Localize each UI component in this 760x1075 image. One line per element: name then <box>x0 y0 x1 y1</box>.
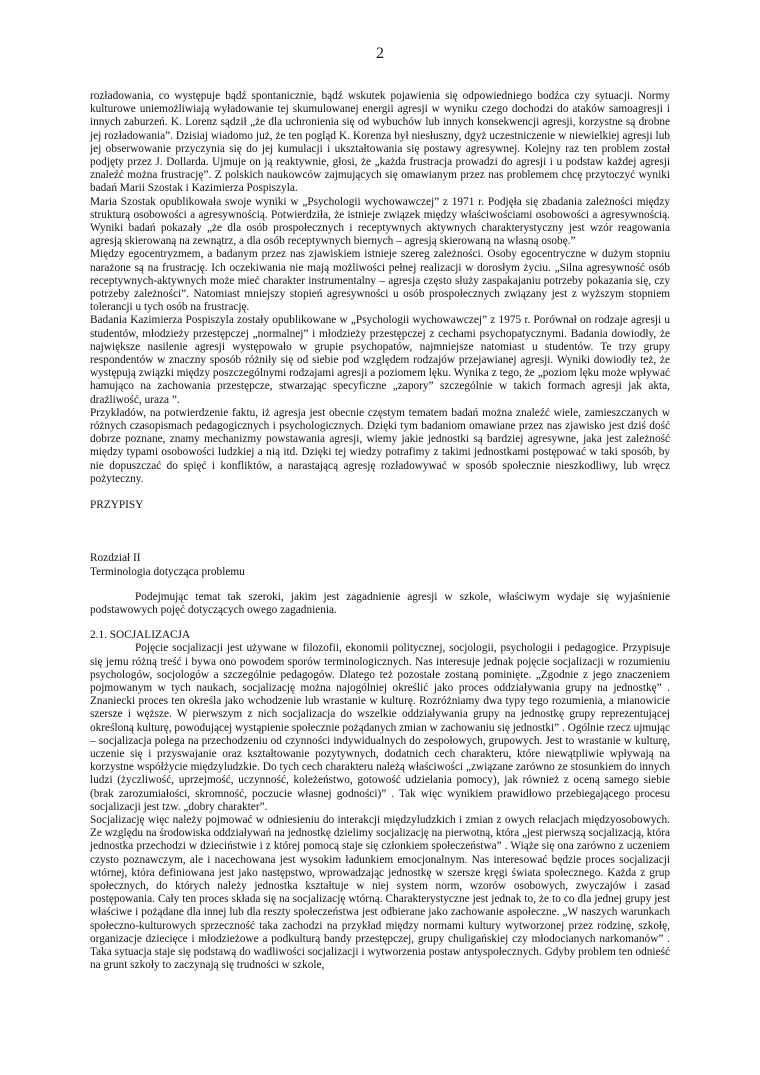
body-paragraph: Między egocentryzmem, a badanym przez nas zjawiskiem istnieje szereg zależności. Osoby egocentryczne w dużym stopniu narażone są na frustrację. Ich oczekiwania nie mają możliwości pełnej realizacji w dorosłym życiu. „Silna agresywność osób receptywnych-aktywnych może mieć charakter instrumentalny – agresja często służy zaspakajaniu potrzeby pokazania się, czy potrzeby zależności”. Natomiast mniejszy stopień agresywności u osób prospołecznych związany jest z wyższym stopniem tolerancji u tych osób na frustrację. <box>90 248 670 314</box>
document-body <box>90 90 670 972</box>
body-paragraph: Podejmując temat tak szeroki, jakim jest zagadnienie agresji w szkole, właściwym wydaje się wyjaśnienie podstawowych pojęć dotyczących owego zagadnienia. <box>90 590 670 616</box>
section-heading: 2.1. SOCJALIZACJA <box>90 629 191 642</box>
footnotes-heading: PRZYPISY <box>90 499 144 512</box>
body-paragraph: rozładowania, co występuje bądź spontanicznie, bądź wskutek pojawienia się odpowiedniego bodźca czy sytuacji. Normy kulturowe uniemożliwiają wyładowanie tej skumulowanej energii agresji w wyniku czego dochodzi do ataków samoagresji i innych zaburzeń. K. Lorenz sądził „że dla uchronienia się od wybuchów lub innych konsekwencji agresji, korzystne są drobne jej rozładowania”. Dzisiaj wiadomo już, że ten pogląd K. Korenza był niesłuszny, dgyż uczestniczenie w niewielkiej agresji lub jej obserwowanie przyczynia się do jej kumulacji i ukształtowania się postawy agresywnej. Kolejny raz ten problem został podjęty przez J. Dollarda. Ujmuje on ją reaktywnie, głosi, że „każda frustracja prowadzi do agresji i u podstaw każdej agresji znaleźć można frustrację”. Z polskich naukowców zajmujących się omawianym przez nas problemem chcę przytoczyć wyniki badań Marii Szostak i Kazimierza Pospiszyla. <box>90 90 670 195</box>
chapter-title: Terminologia dotycząca problemu <box>90 565 245 578</box>
page-number: 2 <box>376 45 384 62</box>
body-paragraph: Przykładów, na potwierdzenie faktu, iż agresja jest obecnie częstym tematem badań można znaleźć wiele, zamieszczanych w różnych czasopismach pedagogicznych i psychologicznych. Dzięki tym badaniom omawiane przez nas zjawisko jest dziś dość dobrze poznane, znamy mechanizmy powstawania agresji, wiemy jakie jednostki są bardziej agresywne, jaka jest zależność między typami osobowości ludzkiej a nią itd. Dzięki tej wiedzy potrafimy z takimi jednostkami postępować w taki sposób, by nie dopuszczać do spięć i konfliktów, a narastającą agresję rozładowywać w sposób społecznie nieszkodliwy, lub wręcz pożyteczny. <box>90 406 670 485</box>
spacer <box>90 486 670 499</box>
body-paragraph: Badania Kazimierza Pospiszyla zostały opublikowane w „Psychologii wychowawczej” z 1975 r. Porównał on rodzaje agresji u studentów, młodzieży przestępczej „normalnej” i młodzieży przestępczej z cechami psychopatycznymi. Badania dowiodły, że największe nasilenie agresji występowało w grupie psychopatów, najmniejsze natomiast u studentów. Te trzy grupy respondentów w znaczny sposób różniły się od siebie pod względem rodzajów przejawianej agresji. Wyniki dowiodły też, że występują związki między poszczególnymi rodzajami agresji a poziomem lęku. Wynika z tego, że „poziom lęku może wpływać hamująco na zachowania przestępcze, stwarzając specyficzne „zapory” szczególnie w takich formach agresji jak akta, drażliwość, uraza ”. <box>90 314 670 406</box>
body-paragraph: Maria Szostak opublikowała swoje wyniki w „Psychologii wychowawczej” z 1971 r. Podjęła się zbadania zależności między strukturą osobowości a agresywnością. Potwierdziła, że istnieje związek między właściwościami osobowości a agresywnością. Wyniki badań pokazały „że dla osób prospołecznych i receptywnych aktywnych charakterystyczny jest wzór reagowania agresją skierowaną na zewnątrz, a dla osób receptywnych biernych – agresją skierowaną na własną osobę.” <box>90 195 670 248</box>
spacer <box>90 617 670 629</box>
spacer <box>90 512 670 552</box>
body-paragraph: Pojęcie socjalizacji jest używane w filozofii, ekonomii politycznej, socjologii, psychologii i pedagogice. Przypisuje się jemu różną treść i bywa ono powodem sporów terminologicznych. Nas interesuje jednak pojęcie socjalizacji w rozumieniu psychologów, socjologów a szczególnie pedagogów. Dlatego też pozostałe zostaną pominięte. „Zgodnie z jego znaczeniem pojmowanym w tych naukach, socjalizację można najogólniej określić jako proces oddziaływania grupy na jednostkę” . Znaniecki proces ten określa jako wchodzenie lub wrastanie w kulturę. Rozróżniamy dwa typy tego rozumienia, a mianowicie szersze i węższe. W pierwszym z nich socjalizacja do wszelkie oddziaływania grupy na jednostkę grupy reprezentującej określoną kulturę, powodującej wystąpienie społecznie pożądanych zmian w zachowaniu się jednostki” . Ogólnie rzecz ujmując – socjalizacja polega na przechodzeniu od czynności indywidualnych do zespołowych, grupowych. Jest to wrastanie w kulturę, uczenie się i przyswajanie oraz kształtowanie pozytywnych, dodatnich cech charakteru, które niewątpliwie wpływają na korzystne współżycie międzyludzkie. Do tych cech charakteru należą właściwości „związane zarówno ze stosunkiem do innych ludzi (życzliwość, uprzejmość, uczynność, koleżeństwo, gotowość udzielania pomocy), jak również z oceną samego siebie (brak zarozumiałości, skromność, poczucie własnej godności)” . Tak więc wynikiem prawidłowo przebiegającego procesu socjalizacji jest tzw. „dobry charakter”. <box>90 642 670 813</box>
spacer <box>90 579 670 591</box>
body-paragraph: Socjalizację więc należy pojmować w odniesieniu do interakcji międzyludzkich i zmian z owych relacjach międzyosobowych. Ze względu na środowiska oddziaływań na jednostkę dzielimy socjalizację na pierwotną, która „jest pierwszą socjalizacją, która jednostka przechodzi w dzieciństwie i z której pomocą staje się członkiem społeczeństwa” . Wiąże się ona zarówno z uczeniem czysto poznawczym, ale i nacechowana jest wysokim ładunkiem emocjonalnym. Nas interesować będzie proces socjalizacji wtórnej, która definiowana jest jako następstwo, wprowadzając jednostkę w szersze kręgi świata społecznego. Każda z grup społecznych, do których należy jednostka kształtuje w niej system norm, wzorów osobowych, zwyczajów i zasad postępowania. Cały ten proces składa się na socjalizację wtórną. Charakterystyczne jest jednak to, że to co dla jednej grupy jest właściwe i pożądane dla innej lub dla reszty społeczeństwa jest odbierane jako zachowanie aspołeczne. „W naszych warunkach społeczno-kulturowych sprzeczność taka zachodzi na przykład między normami kultury wytworzonej przez rodzinę, szkołę, organizacje dziecięce i młodzieżowe a podkulturą bandy przestępczej, grupy chuligańskiej czy młodocianych narkomanów” . Taka sytuacja staje się podstawą do wadliwości socjalizacji i wytworzenia postaw antyspołecznych. Gdyby problem ten odnieść na grunt szkoły to zaczynają się trudności w szkole, <box>90 813 670 972</box>
chapter-number: Rozdział II <box>90 552 141 565</box>
